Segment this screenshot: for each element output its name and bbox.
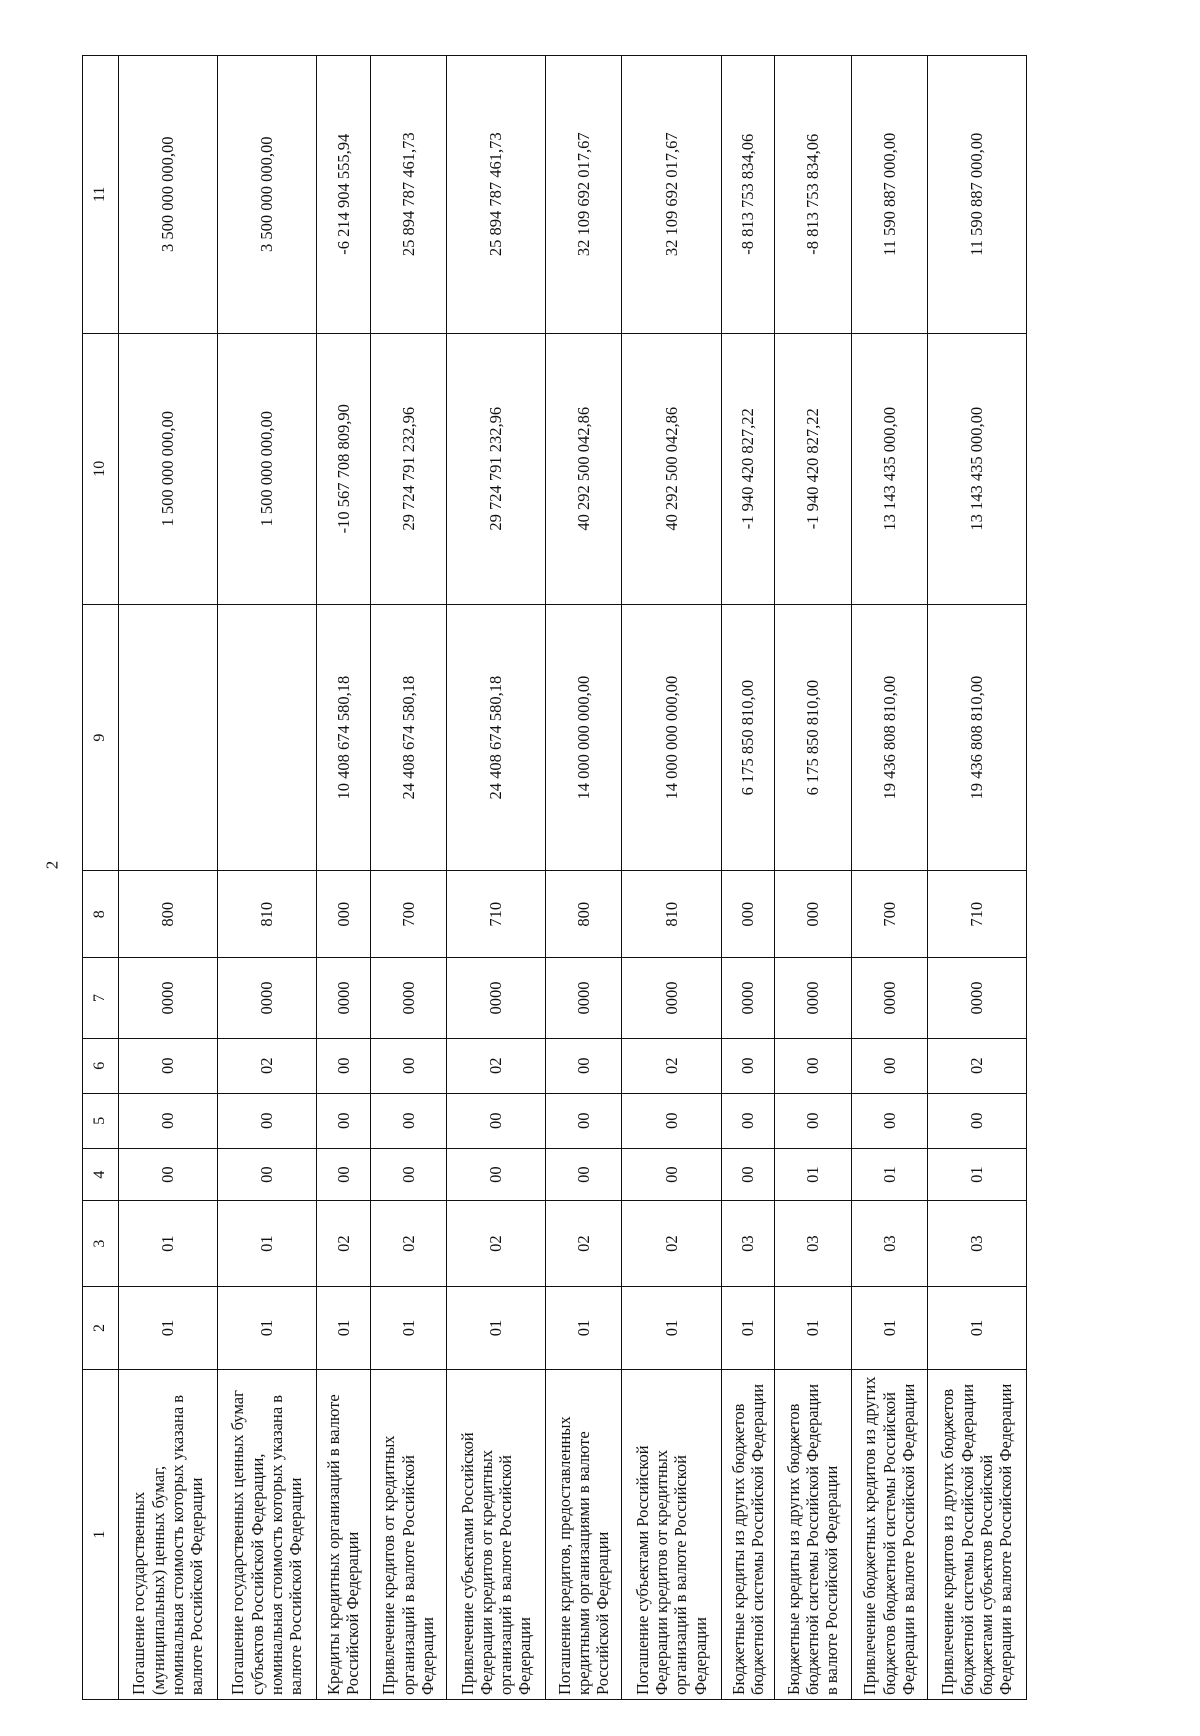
cell-c8: 710	[447, 871, 546, 958]
cell-c5: 00	[370, 1093, 446, 1148]
table-row	[546, 56, 622, 1700]
cell-c10: -1 940 420 827,22	[775, 333, 851, 604]
cell-c5: 00	[622, 1093, 721, 1148]
cell-c9: 19 436 808 810,00	[927, 604, 1026, 870]
cell-c3: 03	[775, 1201, 851, 1287]
cell-c4: 01	[775, 1148, 851, 1201]
table-row	[370, 56, 446, 1700]
cell-c8: 810	[622, 871, 721, 958]
cell-c3: 03	[927, 1201, 1026, 1287]
cell-c2: 01	[927, 1286, 1026, 1369]
rotated-table-container	[82, 55, 1027, 1700]
cell-c8: 000	[317, 871, 371, 958]
table-row	[721, 56, 775, 1700]
cell-c4: 00	[317, 1148, 371, 1201]
cell-c4: 00	[546, 1148, 622, 1201]
cell-c2: 01	[447, 1286, 546, 1369]
cell-c10: 29 724 791 232,96	[447, 333, 546, 604]
cell-c7: 0000	[622, 958, 721, 1039]
row-description: Кредиты кредитных организаций в валюте Российской Федерации	[317, 1369, 371, 1699]
cell-c11: -6 214 904 555,94	[317, 56, 371, 334]
cell-c10: 40 292 500 042,86	[622, 333, 721, 604]
cell-c11: 3 500 000 000,00	[218, 56, 317, 334]
cell-c5: 00	[927, 1093, 1026, 1148]
cell-c8: 700	[370, 871, 446, 958]
cell-c9: 14 000 000 000,00	[546, 604, 622, 870]
cell-c9: 24 408 674 580,18	[447, 604, 546, 870]
row-description: Погашение государственных ценных бумаг субъектов Российской Федерации, номинальная стоимость которых указана в валюте Российской Федерации	[218, 1369, 317, 1699]
table-row	[927, 56, 1026, 1700]
cell-c7: 0000	[317, 958, 371, 1039]
cell-c10: 29 724 791 232,96	[370, 333, 446, 604]
cell-c2: 01	[721, 1286, 775, 1369]
cell-c8: 000	[775, 871, 851, 958]
cell-c8: 700	[851, 871, 927, 958]
column-header: 10	[83, 333, 119, 604]
cell-c9	[119, 604, 218, 870]
table-row	[119, 56, 218, 1700]
cell-c9: 10 408 674 580,18	[317, 604, 371, 870]
cell-c11: 11 590 887 000,00	[927, 56, 1026, 334]
cell-c2: 01	[370, 1286, 446, 1369]
cell-c11: 25 894 787 461,73	[370, 56, 446, 334]
cell-c3: 02	[370, 1201, 446, 1287]
cell-c5: 00	[447, 1093, 546, 1148]
cell-c4: 00	[622, 1148, 721, 1201]
cell-c3: 03	[721, 1201, 775, 1287]
cell-c6: 00	[775, 1038, 851, 1093]
cell-c6: 02	[447, 1038, 546, 1093]
column-header: 6	[83, 1038, 119, 1093]
table-row	[622, 56, 721, 1700]
table-row	[218, 56, 317, 1700]
cell-c4: 00	[119, 1148, 218, 1201]
row-description: Погашение кредитов, предоставленных кредитными организациями в валюте Российской Федерации	[546, 1369, 622, 1699]
column-header: 11	[83, 56, 119, 334]
header-row	[83, 56, 119, 1700]
cell-c4: 00	[370, 1148, 446, 1201]
cell-c11: 3 500 000 000,00	[119, 56, 218, 334]
cell-c8: 800	[119, 871, 218, 958]
cell-c9: 24 408 674 580,18	[370, 604, 446, 870]
cell-c8: 800	[546, 871, 622, 958]
cell-c4: 00	[721, 1148, 775, 1201]
page-number: 2	[42, 860, 62, 870]
cell-c10: 1 500 000 000,00	[119, 333, 218, 604]
cell-c5: 00	[775, 1093, 851, 1148]
cell-c7: 0000	[447, 958, 546, 1039]
cell-c7: 0000	[546, 958, 622, 1039]
cell-c4: 00	[447, 1148, 546, 1201]
cell-c11: -8 813 753 834,06	[775, 56, 851, 334]
table-row	[317, 56, 371, 1700]
cell-c4: 01	[851, 1148, 927, 1201]
cell-c11: -8 813 753 834,06	[721, 56, 775, 334]
cell-c3: 02	[546, 1201, 622, 1287]
row-description: Привлечение бюджетных кредитов из других бюджетов бюджетной системы Российской Федерации в валюте Российской Федерации	[851, 1369, 927, 1699]
table-row	[851, 56, 927, 1700]
cell-c4: 00	[218, 1148, 317, 1201]
cell-c9: 19 436 808 810,00	[851, 604, 927, 870]
cell-c9: 14 000 000 000,00	[622, 604, 721, 870]
cell-c11: 25 894 787 461,73	[447, 56, 546, 334]
cell-c8: 810	[218, 871, 317, 958]
cell-c6: 00	[119, 1038, 218, 1093]
cell-c7: 0000	[218, 958, 317, 1039]
cell-c8: 000	[721, 871, 775, 958]
cell-c2: 01	[851, 1286, 927, 1369]
cell-c2: 01	[119, 1286, 218, 1369]
cell-c4: 01	[927, 1148, 1026, 1201]
cell-c7: 0000	[119, 958, 218, 1039]
cell-c7: 0000	[927, 958, 1026, 1039]
cell-c8: 710	[927, 871, 1026, 958]
column-header: 1	[83, 1369, 119, 1699]
column-header: 2	[83, 1286, 119, 1369]
cell-c5: 00	[119, 1093, 218, 1148]
cell-c10: 1 500 000 000,00	[218, 333, 317, 604]
column-header: 5	[83, 1093, 119, 1148]
table-row	[775, 56, 851, 1700]
cell-c3: 02	[622, 1201, 721, 1287]
column-header: 7	[83, 958, 119, 1039]
cell-c6: 00	[370, 1038, 446, 1093]
cell-c2: 01	[775, 1286, 851, 1369]
cell-c5: 00	[218, 1093, 317, 1148]
table-row	[447, 56, 546, 1700]
cell-c7: 0000	[370, 958, 446, 1039]
cell-c5: 00	[851, 1093, 927, 1148]
row-description: Погашение субъектами Российской Федерации кредитов от кредитных организаций в валюте Российской Федерации	[622, 1369, 721, 1699]
cell-c2: 01	[317, 1286, 371, 1369]
cell-c10: 13 143 435 000,00	[851, 333, 927, 604]
row-description: Погашение государственных (муниципальных) ценных бумаг, номинальная стоимость которых указана в валюте Российской Федерации	[119, 1369, 218, 1699]
cell-c9	[218, 604, 317, 870]
column-header: 4	[83, 1148, 119, 1201]
cell-c2: 01	[218, 1286, 317, 1369]
cell-c9: 6 175 850 810,00	[775, 604, 851, 870]
cell-c5: 00	[317, 1093, 371, 1148]
column-header: 9	[83, 604, 119, 870]
cell-c7: 0000	[851, 958, 927, 1039]
cell-c5: 00	[721, 1093, 775, 1148]
cell-c2: 01	[622, 1286, 721, 1369]
cell-c3: 02	[317, 1201, 371, 1287]
cell-c7: 0000	[775, 958, 851, 1039]
cell-c7: 0000	[721, 958, 775, 1039]
column-header: 8	[83, 871, 119, 958]
cell-c2: 01	[546, 1286, 622, 1369]
cell-c10: 40 292 500 042,86	[546, 333, 622, 604]
cell-c3: 02	[447, 1201, 546, 1287]
cell-c3: 01	[119, 1201, 218, 1287]
cell-c6: 02	[622, 1038, 721, 1093]
row-description: Бюджетные кредиты из других бюджетов бюджетной системы Российской Федерации	[721, 1369, 775, 1699]
budget-sources-table	[82, 55, 1027, 1700]
cell-c10: 13 143 435 000,00	[927, 333, 1026, 604]
cell-c6: 00	[851, 1038, 927, 1093]
cell-c6: 00	[721, 1038, 775, 1093]
row-description: Бюджетные кредиты из других бюджетов бюджетной системы Российской Федерации в валюте Российской Федерации	[775, 1369, 851, 1699]
row-description: Привлечение кредитов от кредитных организаций в валюте Российской Федерации	[370, 1369, 446, 1699]
column-header: 3	[83, 1201, 119, 1287]
cell-c3: 03	[851, 1201, 927, 1287]
row-description: Привлечение кредитов из других бюджетов бюджетной системы Российской Федерации бюджетами субъектов Российской Федерации в валюте Российской Федерации	[927, 1369, 1026, 1699]
cell-c11: 11 590 887 000,00	[851, 56, 927, 334]
cell-c6: 00	[317, 1038, 371, 1093]
cell-c5: 00	[546, 1093, 622, 1148]
cell-c6: 02	[218, 1038, 317, 1093]
cell-c10: -1 940 420 827,22	[721, 333, 775, 604]
cell-c9: 6 175 850 810,00	[721, 604, 775, 870]
cell-c6: 00	[546, 1038, 622, 1093]
cell-c6: 02	[927, 1038, 1026, 1093]
row-description: Привлечение субъектами Российской Федерации кредитов от кредитных организаций в валюте Российской Федерации	[447, 1369, 546, 1699]
cell-c10: -10 567 708 809,90	[317, 333, 371, 604]
cell-c3: 01	[218, 1201, 317, 1287]
cell-c11: 32 109 692 017,67	[546, 56, 622, 334]
cell-c11: 32 109 692 017,67	[622, 56, 721, 334]
